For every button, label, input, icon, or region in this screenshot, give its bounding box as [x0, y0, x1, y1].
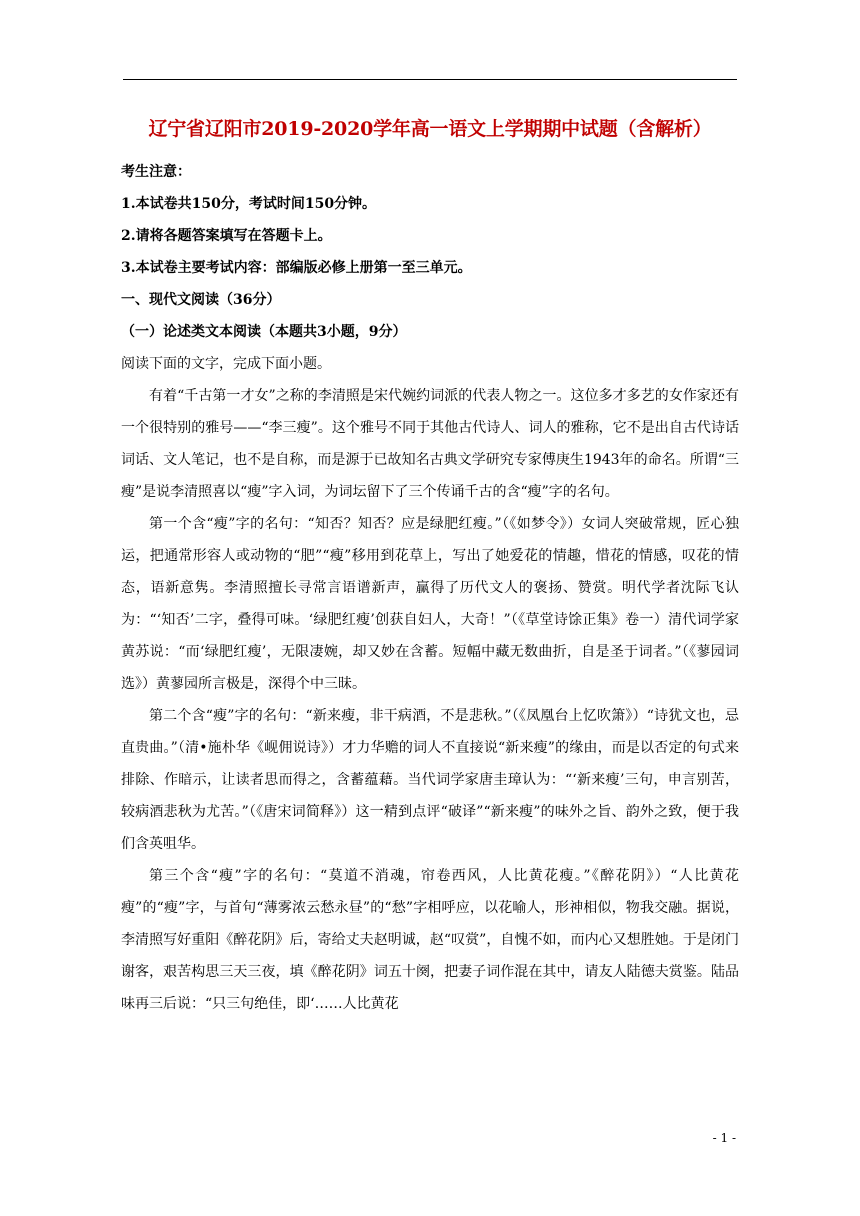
reading-instruction: 阅读下面的文字，完成下面小题。 [121, 356, 331, 372]
passage-paragraph: 有着“千古第一才女”之称的李清照是宋代婉约词派的代表人物之一。这位多才多艺的女作家还有一个很特别的雅号——“李三瘦”。这个雅号不同于其他古代诗人、词人的雅称，它不是出自古代诗话词话、文人笔记，也不是自称，而是源于已故知名古典文学研究专家傅庚生1943年的命名。所谓“三瘦”是说李清照喜以“瘦”字入词，为词坛留下了三个传诵千古的含“瘦”字的名句。 [121, 388, 739, 500]
passage-paragraph: 第三个含“瘦”字的名句：“莫道不消魂，帘卷西风，人比黄花瘦。”《醉花阴》）“人比黄花瘦”的“瘦”字，与首句“薄雾浓云愁永昼”的“愁”字相呼应，以花喻人，形神相似，物我交融。据说，李清照写好重阳《醉花阴》后，寄给丈夫赵明诚，赵“叹赏”，自愧不如，而内心又想胜她。于是闭门谢客，艰苦构思三天三夜，填《醉花阴》词五十阕，把妻子词作混在其中，请友人陆德夫赏鉴。陆品味再三后说：“只三句绝佳，即‘……人比黄花 [121, 868, 739, 1012]
notice-item: 3.本试卷主要考试内容：部编版必修上册第一至三单元。 [121, 260, 472, 276]
document-title: 辽宁省辽阳市2019-2020学年高一语文上学期期中试题（含解析） [148, 118, 712, 140]
notice-item: 2.请将各题答案填写在答题卡上。 [121, 228, 332, 244]
notice-item: 1.本试卷共150分，考试时间150分钟。 [121, 196, 377, 212]
page-number: - 1 - [712, 1131, 736, 1145]
section-heading: 一、现代文阅读（36分） [121, 292, 281, 308]
document-body [121, 112, 739, 1020]
subsection-heading: （一）论述类文本阅读（本题共3小题，9分） [121, 324, 407, 340]
notice-heading: 考生注意： [121, 164, 191, 180]
header-rule [123, 79, 737, 80]
passage-paragraph: 第二个含“瘦”字的名句：“新来瘦，非干病酒，不是悲秋。”（《凤凰台上忆吹箫》）“诗犹文也，忌直贵曲。”（清•施朴华《岘佣说诗》）才力华赡的词人不直接说“新来瘦”的缘由，而是以否定的句式来排除、作暗示，让读者思而得之，含蓄蕴藉。当代词学家唐圭璋认为：“‘新来瘦’三句，申言别苦，较病酒悲秋为尤苦。”（《唐宋词简释》）这一精到点评“破译”“新来瘦”的味外之旨、韵外之致，便于我们含英咀华。 [121, 708, 739, 852]
passage-paragraph: 第一个含“瘦”字的名句：“知否？知否？应是绿肥红瘦。”（《如梦令》）女词人突破常规，匠心独运，把通常形容人或动物的“肥”“瘦”移用到花草上，写出了她爱花的情趣，惜花的情感，叹花的情态，语新意隽。李清照擅长寻常言语谱新声，赢得了历代文人的褒扬、赞赏。明代学者沈际飞认为：“‘知否’二字，叠得可味。‘绿肥红瘦’创获自妇人，大奇！”（《草堂诗馀正集》卷一）清代词学家黄苏说：“而‘绿肥红瘦’，无限凄婉，却又妙在含蓄。短幅中藏无数曲折，自是圣于词者。”（《蓼园词选》）黄蓼园所言极是，深得个中三昧。 [121, 516, 739, 692]
